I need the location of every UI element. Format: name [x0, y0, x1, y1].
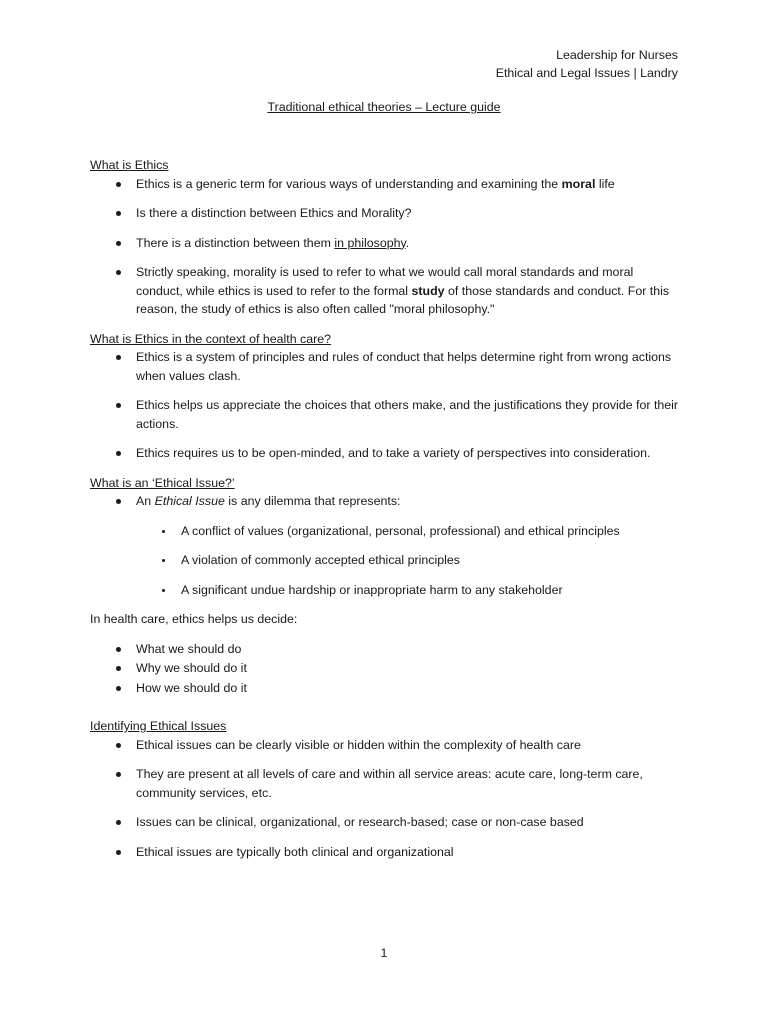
section-heading-identifying: Identifying Ethical Issues [90, 719, 227, 733]
sub-bullet-list [136, 522, 680, 600]
list-item: Ethics helps us appreciate the choices that others make, and the justifications they provide for their actions. [90, 396, 680, 433]
list-item: Issues can be clinical, organizational, or research-based; case or non-case based [90, 813, 680, 832]
list-item: Is there a distinction between Ethics and Morality? [90, 204, 680, 223]
list-item: What we should do [90, 640, 680, 659]
bullet-list-what-is-ethics [90, 175, 680, 319]
list-item: Why we should do it [90, 659, 680, 678]
document-title: Traditional ethical theories – Lecture guide [267, 100, 501, 114]
list-item: Strictly speaking, morality is used to refer to what we would call moral standards and moral conduct, while ethics is used to refer to the formal study of those standards and conduct. For this reason, the study of ethics is also often called "moral philosophy." [90, 263, 680, 319]
list-item: An Ethical Issue is any dilemma that represents: A conflict of values (organizational, personal, professional) and ethical principles A violation of commonly accepted ethical principles A significant undue hardship or inappropriate harm to any stakeholder [90, 492, 680, 599]
page-number: 1 [380, 946, 388, 960]
bullet-list-decide [90, 640, 680, 698]
document-body [90, 156, 680, 872]
list-item: Ethical issues can be clearly visible or hidden within the complexity of health care [90, 736, 680, 755]
list-item: There is a distinction between them in philosophy. [90, 234, 680, 253]
list-item: How we should do it [90, 679, 680, 698]
list-item: Ethics is a generic term for various ways of understanding and examining the moral life [90, 175, 680, 194]
bullet-list-ethical-issue [90, 492, 680, 599]
sub-list-item: A violation of commonly accepted ethical principles [136, 551, 680, 570]
list-item: They are present at all levels of care and within all service areas: acute care, long-term care, community services, etc. [90, 765, 680, 802]
sub-list-item: A conflict of values (organizational, personal, professional) and ethical principles [136, 522, 680, 541]
section-heading-health-care: What is Ethics in the context of health care? [90, 331, 332, 346]
page-header [496, 46, 678, 82]
list-item: Ethics requires us to be open-minded, and to take a variety of perspectives into consideration. [90, 444, 680, 463]
section-heading-ethical-issue: What is an ‘Ethical Issue?’ [90, 475, 235, 490]
section-heading-what-is-ethics: What is Ethics [90, 158, 169, 172]
sub-list-item: A significant undue hardship or inappropriate harm to any stakeholder [136, 581, 680, 600]
list-item: Ethical issues are typically both clinical and organizational [90, 843, 680, 862]
bullet-list-health-care [90, 348, 680, 463]
decide-intro: In health care, ethics helps us decide: [90, 612, 298, 626]
header-subtitle: Ethical and Legal Issues | Landry [495, 66, 678, 80]
list-item: Ethics is a system of principles and rules of conduct that helps determine right from wrong actions when values clash. [90, 348, 680, 385]
header-course: Leadership for Nurses [556, 48, 678, 62]
bullet-list-identifying [90, 736, 680, 862]
